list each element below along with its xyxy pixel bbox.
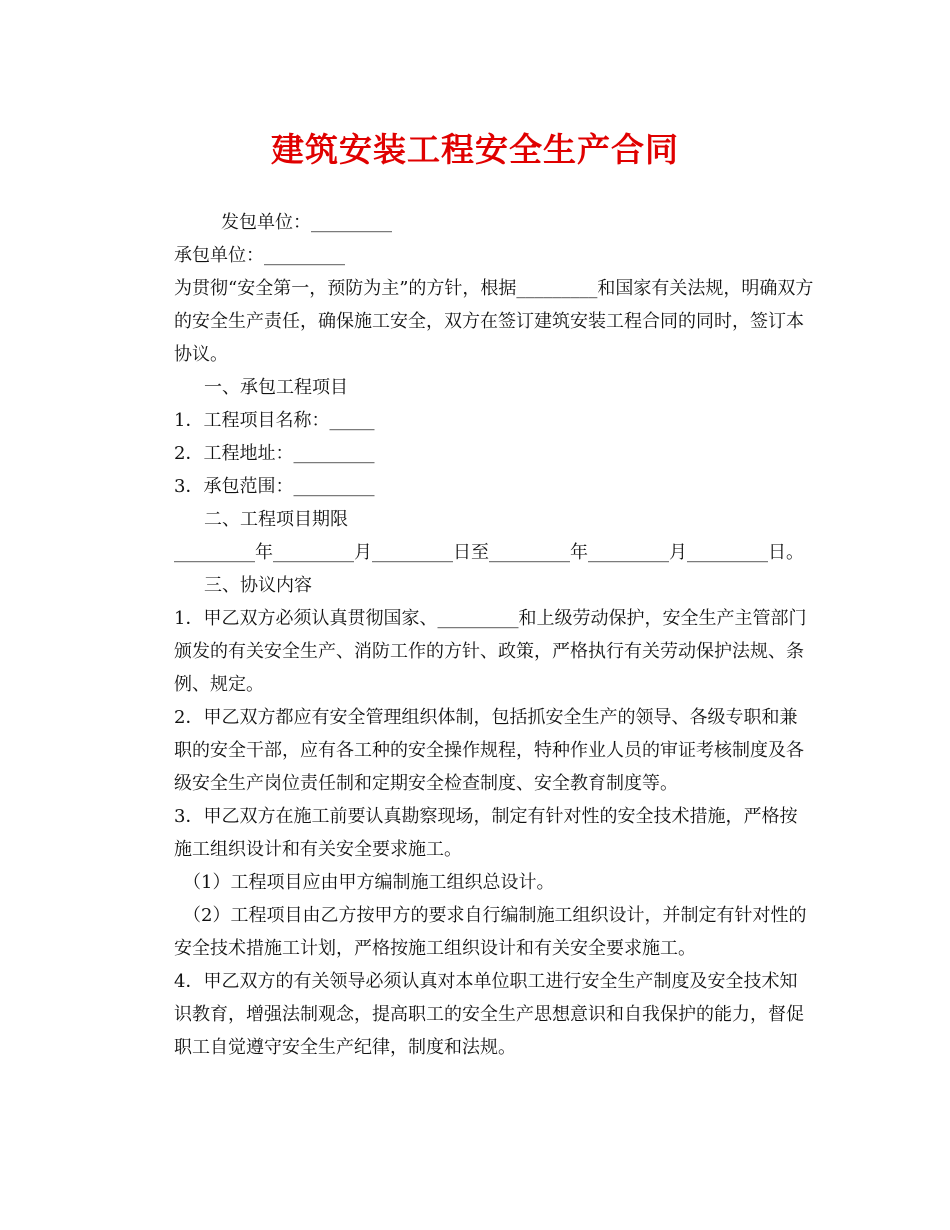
section-heading-1: 一、承包工程项目	[204, 377, 348, 398]
project-name-line: 1．工程项目名称：_____	[174, 410, 375, 431]
project-address-line: 2．工程地址：_________	[174, 443, 375, 464]
clause-4: 4．甲乙双方的有关领导必须认真对本单位职工进行安全生产制度及安全技术知识教育，增强法制观念，提高职工的安全生产思想意识和自我保护的能力，督促职工自觉遵守安全生产纪律，制度和法规。	[174, 971, 804, 1058]
document-title: 建筑安装工程安全生产合同	[271, 130, 679, 169]
document-body	[174, 206, 814, 1064]
contract-scope-line: 3．承包范围：_________	[174, 476, 375, 497]
section-heading-3: 三、协议内容	[204, 575, 312, 596]
clause-3-sub-1: （1）工程项目应由甲方编制施工组织总设计。	[183, 872, 555, 893]
project-period-line: _________年_________月_________日至_________年_________月_________日。	[174, 542, 804, 563]
section-heading-2: 二、工程项目期限	[204, 509, 348, 530]
party-b-line: 承包单位：_________	[174, 245, 345, 266]
party-a-line: 发包单位：_________	[221, 212, 392, 233]
intro-paragraph: 为贯彻“安全第一，预防为主”的方针，根据_________和国家有关法规，明确双方的安全生产责任，确保施工安全，双方在签订建筑安装工程合同的同时，签订本协议。	[174, 278, 814, 365]
clause-1: 1．甲乙双方必须认真贯彻国家、_________和上级劳动保护，安全生产主管部门颁发的有关安全生产、消防工作的方针、政策，严格执行有关劳动保护法规、条例、规定。	[174, 608, 807, 695]
clause-2: 2．甲乙双方都应有安全管理组织体制，包括抓安全生产的领导、各级专职和兼职的安全干部，应有各工种的安全操作规程，特种作业人员的审证考核制度及各级安全生产岗位责任制和定期安全检查制度、安全教育制度等。	[174, 707, 804, 794]
clause-3: 3．甲乙双方在施工前要认真勘察现场，制定有针对性的安全技术措施，严格按施工组织设计和有关安全要求施工。	[174, 806, 798, 860]
clause-3-sub-2: （2）工程项目由乙方按甲方的要求自行编制施工组织设计，并制定有针对性的安全技术措施工计划，严格按施工组织设计和有关安全要求施工。	[174, 905, 807, 959]
